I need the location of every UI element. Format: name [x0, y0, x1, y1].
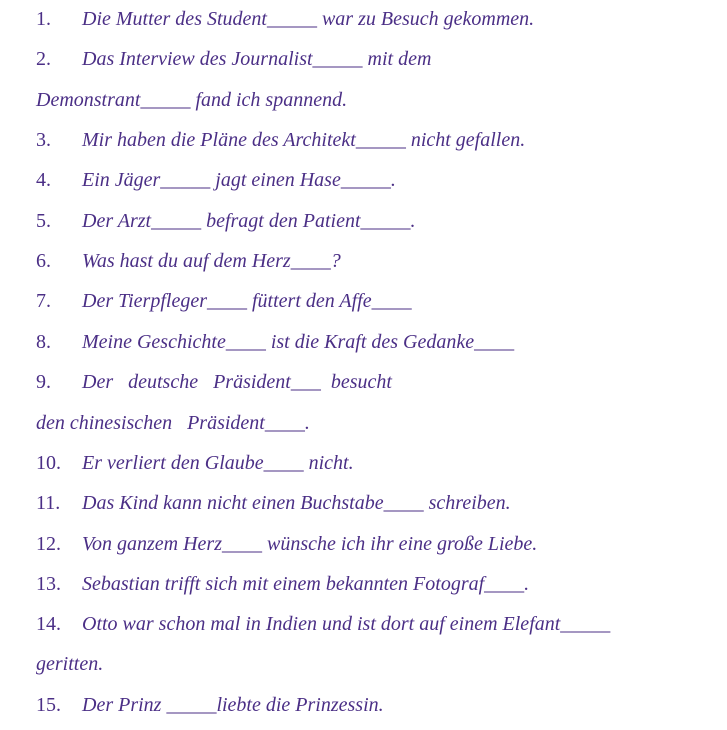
item-number: 7. [36, 290, 51, 312]
item-text: Was hast du auf dem Herz____? [82, 250, 341, 272]
item-text: Der Prinz _____liebte die Prinzessin. [82, 694, 384, 716]
item-text: Der Tierpfleger____ füttert den Affe____ [82, 290, 412, 312]
item-number: 2. [36, 48, 51, 70]
item-text: Ein Jäger_____ jagt einen Hase_____. [82, 169, 396, 191]
item-number: 9. [36, 371, 51, 393]
item-number: 3. [36, 129, 51, 151]
item-number: 15. [36, 694, 61, 716]
item-text-continued: Demonstrant_____ fand ich spannend. [36, 89, 348, 111]
item-number: 12. [36, 533, 61, 555]
item-number: 10. [36, 452, 61, 474]
item-text: Mir haben die Pläne des Architekt_____ nicht gefallen. [82, 129, 526, 151]
item-text: Meine Geschichte____ ist die Kraft des Gedanke____ [82, 331, 515, 353]
item-text: Von ganzem Herz____ wünsche ich ihr eine große Liebe. [82, 533, 538, 555]
item-text: Sebastian trifft sich mit einem bekannten Fotograf____. [82, 573, 530, 595]
item-text: Der Arzt_____ befragt den Patient_____. [82, 210, 416, 232]
item-number: 14. [36, 613, 61, 635]
item-number: 1. [36, 8, 51, 30]
item-number: 11. [36, 492, 61, 514]
item-text: Otto war schon mal in Indien und ist dort auf einem Elefant_____ [82, 613, 611, 635]
item-text: Er verliert den Glaube____ nicht. [82, 452, 354, 474]
item-number: 4. [36, 169, 51, 191]
item-text-continued: geritten. [36, 653, 104, 675]
item-number: 6. [36, 250, 51, 272]
item-text: Die Mutter des Student_____ war zu Besuch gekommen. [82, 8, 535, 30]
item-number: 8. [36, 331, 51, 353]
item-number: 5. [36, 210, 51, 232]
item-text: Der deutsche Präsident___ besucht [82, 371, 392, 393]
item-text: Das Interview des Journalist_____ mit dem [82, 48, 432, 70]
item-text-continued: den chinesischen Präsident____. [36, 412, 310, 434]
item-number: 13. [36, 573, 61, 595]
item-text: Das Kind kann nicht einen Buchstabe____ schreiben. [82, 492, 511, 514]
